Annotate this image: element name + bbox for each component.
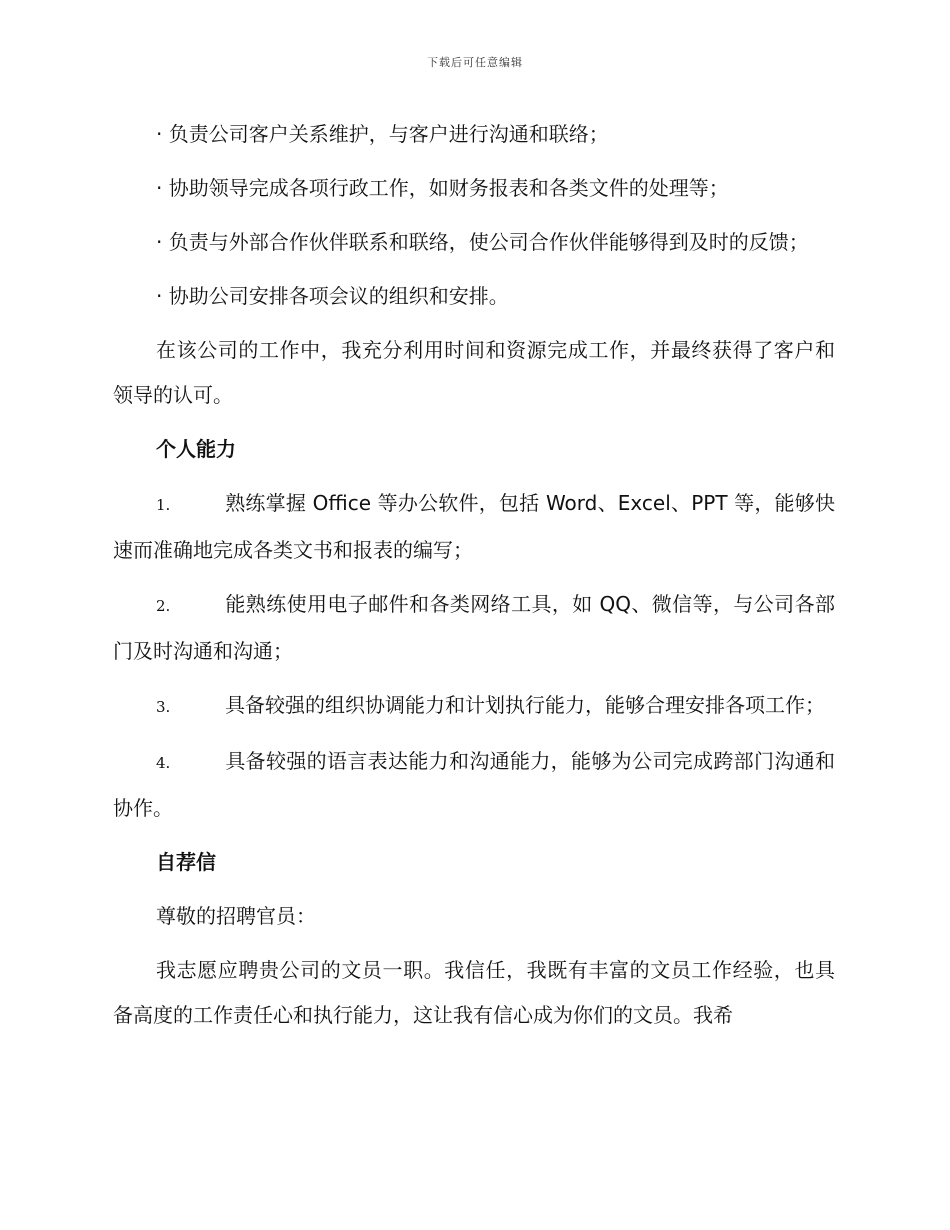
bullet-item: · 负责公司客户关系维护，与客户进行沟通和联络； [156, 122, 609, 146]
bullet-item: · 负责与外部合作伙伴联系和联络，使公司合作伙伴能够得到及时的反馈； [156, 230, 809, 254]
item-text: 具备较强的语言表达能力和沟通能力，能够为公司完成跨部门沟通和协作。 [113, 749, 835, 820]
document-body [113, 112, 835, 1047]
bullet-item: · 协助公司安排各项会议的组织和安排。 [156, 284, 509, 308]
salutation: 尊敬的招聘官员： [156, 904, 316, 928]
item-number: 2. [156, 597, 171, 615]
ability-item [113, 683, 835, 730]
ability-item [113, 582, 835, 674]
ability-item [113, 481, 835, 573]
item-number: 3. [156, 698, 171, 716]
item-text: 具备较强的组织协调能力和计划执行能力，能够合理安排各项工作； [225, 693, 825, 717]
item-text: 能熟练使用电子邮件和各类网络工具，如 QQ、微信等，与公司各部门及时沟通和沟通； [113, 592, 835, 663]
letter-heading: 自荐信 [156, 850, 216, 874]
bullet-item: · 协助领导完成各项行政工作，如财务报表和各类文件的处理等； [156, 176, 729, 200]
item-number: 1. [156, 496, 171, 514]
header-note: 下载后可任意编辑 [427, 56, 523, 69]
ability-heading: 个人能力 [156, 437, 236, 461]
ability-item [113, 739, 835, 831]
letter-body-paragraph: 我志愿应聘贵公司的文员一职。我信任，我既有丰富的文员工作经验，也具备高度的工作责任心和执行能力，这让我有信心成为你们的文员。我希 [113, 958, 835, 1027]
item-text: 熟练掌握 Office 等办公软件，包括 Word、Excel、PPT 等，能够快速而准确地完成各类文书和报表的编写； [113, 491, 835, 562]
summary-paragraph: 在该公司的工作中，我充分利用时间和资源完成工作，并最终获得了客户和领导的认可。 [113, 338, 835, 407]
item-number: 4. [156, 754, 171, 772]
